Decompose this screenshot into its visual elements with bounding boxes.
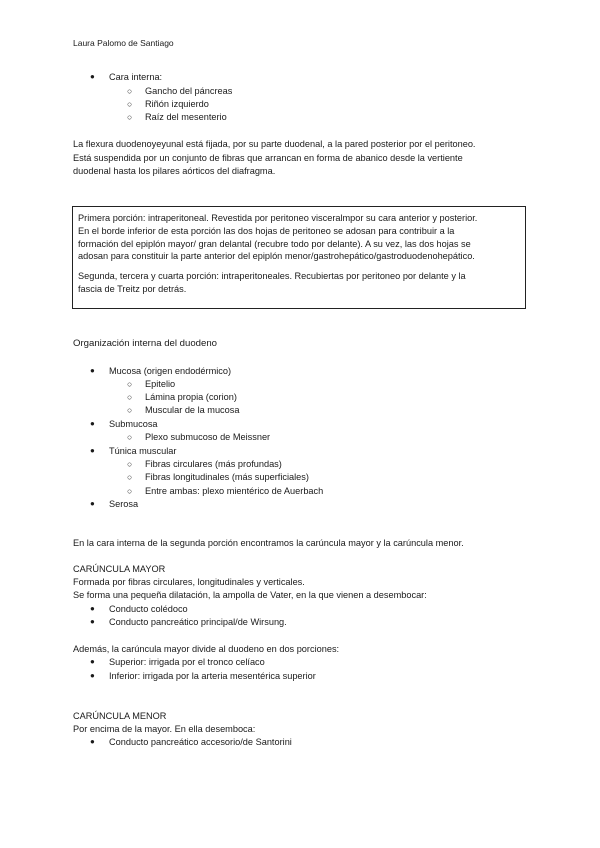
peritoneum-note-box <box>72 206 526 309</box>
section-title: Organización interna del duodeno <box>73 338 218 349</box>
bullet-icon: ● <box>90 657 95 666</box>
circle-bullet-icon: ○ <box>127 432 133 442</box>
bullet-icon: ● <box>90 604 95 613</box>
bullet-icon: ● <box>90 671 95 680</box>
list-item: Riñón izquierdo <box>145 99 209 109</box>
section-title: CARÚNCULA MENOR <box>73 711 167 721</box>
paragraph-line: Además, la carúncula mayor divide al duodeno en dos porciones: <box>73 644 340 654</box>
list-item: Conducto pancreático principal/de Wirsung. <box>109 617 287 627</box>
list-item: Epitelio <box>145 379 176 389</box>
box-line: fascia de Treitz por detrás. <box>78 283 187 294</box>
list-item: Superior: irrigada por el tronco celíaco <box>109 657 265 667</box>
list-item: Serosa <box>109 499 139 509</box>
box-line: Primera porción: intraperitoneal. Revestida por peritoneo visceralmpor su cara anterior y posterior. <box>78 213 478 223</box>
bullet-icon: ● <box>90 419 95 428</box>
paragraph-line: En la cara interna de la segunda porción encontramos la carúncula mayor y la carúncula menor. <box>73 538 464 548</box>
section-title: CARÚNCULA MAYOR <box>73 564 166 574</box>
list-item: Gancho del páncreas <box>145 86 233 96</box>
list-item: Fibras longitudinales (más superficiales) <box>145 472 309 482</box>
bullet-icon: ● <box>90 446 95 455</box>
list-item: Entre ambas: plexo mientérico de Auerbach <box>145 486 324 496</box>
box-line: formación del epiplón mayor/ gran delantal (recubre todo por delante). A su vez, las dos hojas se <box>78 238 471 249</box>
circle-bullet-icon: ○ <box>127 86 133 96</box>
paragraph-line: Se forma una pequeña dilatación, la ampolla de Vater, en la que vienen a desembocar: <box>73 590 427 600</box>
page-header-author: Laura Palomo de Santiago <box>73 38 174 48</box>
circle-bullet-icon: ○ <box>127 112 133 122</box>
list-item: Submucosa <box>109 419 158 429</box>
list-item: Muscular de la mucosa <box>145 405 240 415</box>
list-item: Conducto colédoco <box>109 604 188 614</box>
circle-bullet-icon: ○ <box>127 379 133 389</box>
box-line: Segunda, tercera y cuarta porción: intraperitoneales. Recubiertas por peritoneo por delante y la <box>78 271 466 281</box>
circle-bullet-icon: ○ <box>127 392 133 402</box>
list-item: Inferior: irrigada por la arteria mesentérica superior <box>109 671 316 681</box>
bullet-icon: ● <box>90 366 95 375</box>
circle-bullet-icon: ○ <box>127 486 133 496</box>
circle-bullet-icon: ○ <box>127 459 133 469</box>
paragraph-line: Por encima de la mayor. En ella desemboca: <box>73 724 256 734</box>
list-item: Mucosa (origen endodérmico) <box>109 366 232 376</box>
bullet-icon: ● <box>90 499 95 508</box>
box-line: adosan para constituir la parte anterior del epiplón menor/gastrohepático/gastroduodenohepático. <box>78 251 475 262</box>
paragraph-line: La flexura duodenoyeyunal está fijada, por su parte duodenal, a la pared posterior por el peritoneo. <box>73 139 476 149</box>
list-item: Fibras circulares (más profundas) <box>145 459 282 469</box>
list-item: Raíz del mesenterio <box>145 112 227 122</box>
paragraph-line: duodenal hasta los pilares aórticos del diafragma. <box>73 166 276 176</box>
circle-bullet-icon: ○ <box>127 405 133 415</box>
list-item: Lámina propia (corion) <box>145 392 237 402</box>
list-item: Conducto pancreático accesorio/de Santorini <box>109 737 292 747</box>
list-item: Plexo submucoso de Meissner <box>145 432 271 442</box>
bullet-icon: ● <box>90 737 95 746</box>
paragraph-line: Formada por fibras circulares, longitudinales y verticales. <box>73 577 305 587</box>
circle-bullet-icon: ○ <box>127 99 133 109</box>
bullet-icon: ● <box>90 617 95 626</box>
cara-interna-label: Cara interna: <box>109 72 163 82</box>
circle-bullet-icon: ○ <box>127 472 133 482</box>
bullet-icon: ● <box>90 72 95 81</box>
list-item: Túnica muscular <box>109 446 177 456</box>
paragraph-line: Está suspendida por un conjunto de fibras que arrancan en forma de abanico desde la vertiente <box>73 152 463 163</box>
box-line: En el borde inferior de esta porción las dos hojas de peritoneo se adosan para contribuir a la <box>78 225 455 236</box>
